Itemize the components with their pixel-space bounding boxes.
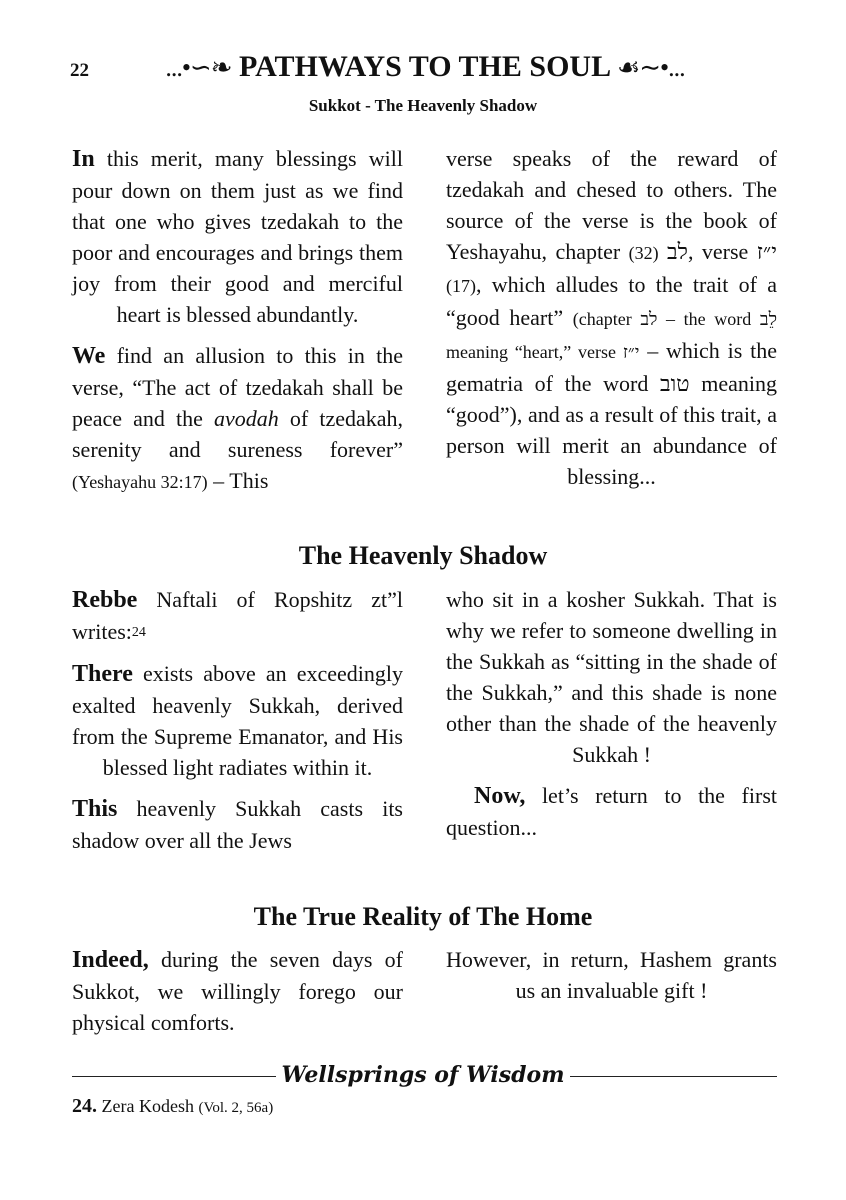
lead-word: Now,	[474, 783, 526, 809]
body-text: during the seven days of Sukkot, we willingly forego our physical comforts.	[72, 947, 403, 1035]
lead-word: Rebbe	[72, 587, 138, 613]
running-title	[130, 50, 720, 84]
left-column	[72, 143, 403, 508]
right-column	[446, 584, 777, 866]
paragraph	[446, 143, 777, 492]
chapter-subtitle: Sukkot - The Heavenly Shadow	[308, 96, 538, 115]
body-text: heavenly Sukkah casts its shadow over all the Jews	[72, 796, 403, 853]
paragraph	[72, 584, 403, 648]
paragraph	[72, 143, 403, 330]
footnote	[72, 1095, 273, 1118]
lead-word: We	[72, 343, 106, 369]
footnote-number: 24.	[72, 1095, 97, 1117]
body-text: avodah	[214, 406, 279, 431]
paragraph	[72, 340, 403, 498]
lead-word: This	[72, 796, 118, 822]
lead-word: Indeed,	[72, 947, 149, 973]
footnote-divider-title	[0, 1062, 846, 1088]
body-text: , verse י״ז	[687, 239, 777, 264]
ornament-right-icon: ☙∼•...	[616, 53, 685, 82]
citation-text: (32)	[628, 243, 659, 263]
section-heading: The Heavenly Shadow	[298, 541, 548, 570]
body-text: of tzedakah, serenity and sureness forever”	[72, 406, 404, 462]
page-number: 22	[70, 60, 89, 81]
body-text: let’s return to the first question...	[446, 783, 777, 840]
right-column	[446, 143, 777, 508]
body-text: – which is the gematria of the word טוב meaning “good”), and as a result of this trait, a person will merit an abundance of blessing...	[446, 338, 777, 489]
footnote-marker: 24	[131, 625, 146, 640]
paragraph	[72, 658, 403, 783]
paragraph	[446, 944, 777, 1006]
paragraph	[446, 584, 777, 770]
body-text: this merit, many blessings will pour down on them just as we find that one who gives tzedakah to the poor and encourages and brings them joy from their good and merciful heart is blessed abundantly.	[72, 146, 403, 327]
section-heading: The True Reality of The Home	[253, 902, 593, 931]
section-1	[72, 143, 777, 508]
citation-text: (Yeshayahu 32:17)	[72, 472, 208, 492]
section-2	[72, 584, 777, 866]
footnote-text: Zera Kodesh	[101, 1096, 194, 1116]
citation-text: (17)	[446, 276, 476, 296]
left-column	[72, 944, 403, 1048]
divider-title-text: Wellsprings of Wisdom	[276, 1062, 571, 1088]
paragraph	[72, 793, 403, 856]
paragraph	[446, 780, 777, 843]
body-text: , which alludes to the trait of a “good heart”	[446, 272, 777, 330]
body-text: who sit in a kosher Sukkah. That is why we refer to someone dwelling in the Sukkah as “sitting in the shade of the Sukkah,” and this shade is none other than the shade of the heavenly Sukkah !	[446, 587, 777, 767]
body-text: However, in return, Hashem grants us an invaluable gift !	[446, 947, 777, 1003]
body-text: exists above an exceedingly exalted heavenly Sukkah, derived from the Supreme Emanator, and His blessed light radiates within it.	[72, 661, 403, 780]
footnote-reference: (Vol. 2, 56a)	[198, 1100, 274, 1116]
body-text: Naftali of Ropshitz zt”l writes:	[72, 587, 403, 644]
lead-word: In	[72, 146, 95, 172]
body-text: find an allusion to this in the verse, “The act of tzedakah shall be peace and the	[72, 343, 403, 431]
left-column	[72, 584, 403, 866]
citation-text: (chapter לב – the word לֵב meaning “heart,” verse י״ז	[446, 309, 777, 362]
section-3	[72, 944, 777, 1048]
running-title-text: PATHWAYS TO THE SOUL	[239, 50, 610, 83]
body-text: verse speaks of the reward of tzedakah and chesed to others. The source of the verse is the book of Yeshayahu, chapter לב	[446, 146, 777, 264]
ornament-left-icon: ...•∽❧	[165, 53, 232, 82]
lead-word: There	[72, 661, 133, 687]
right-column	[446, 944, 777, 1048]
body-text: – This	[207, 468, 269, 493]
paragraph	[72, 944, 403, 1038]
